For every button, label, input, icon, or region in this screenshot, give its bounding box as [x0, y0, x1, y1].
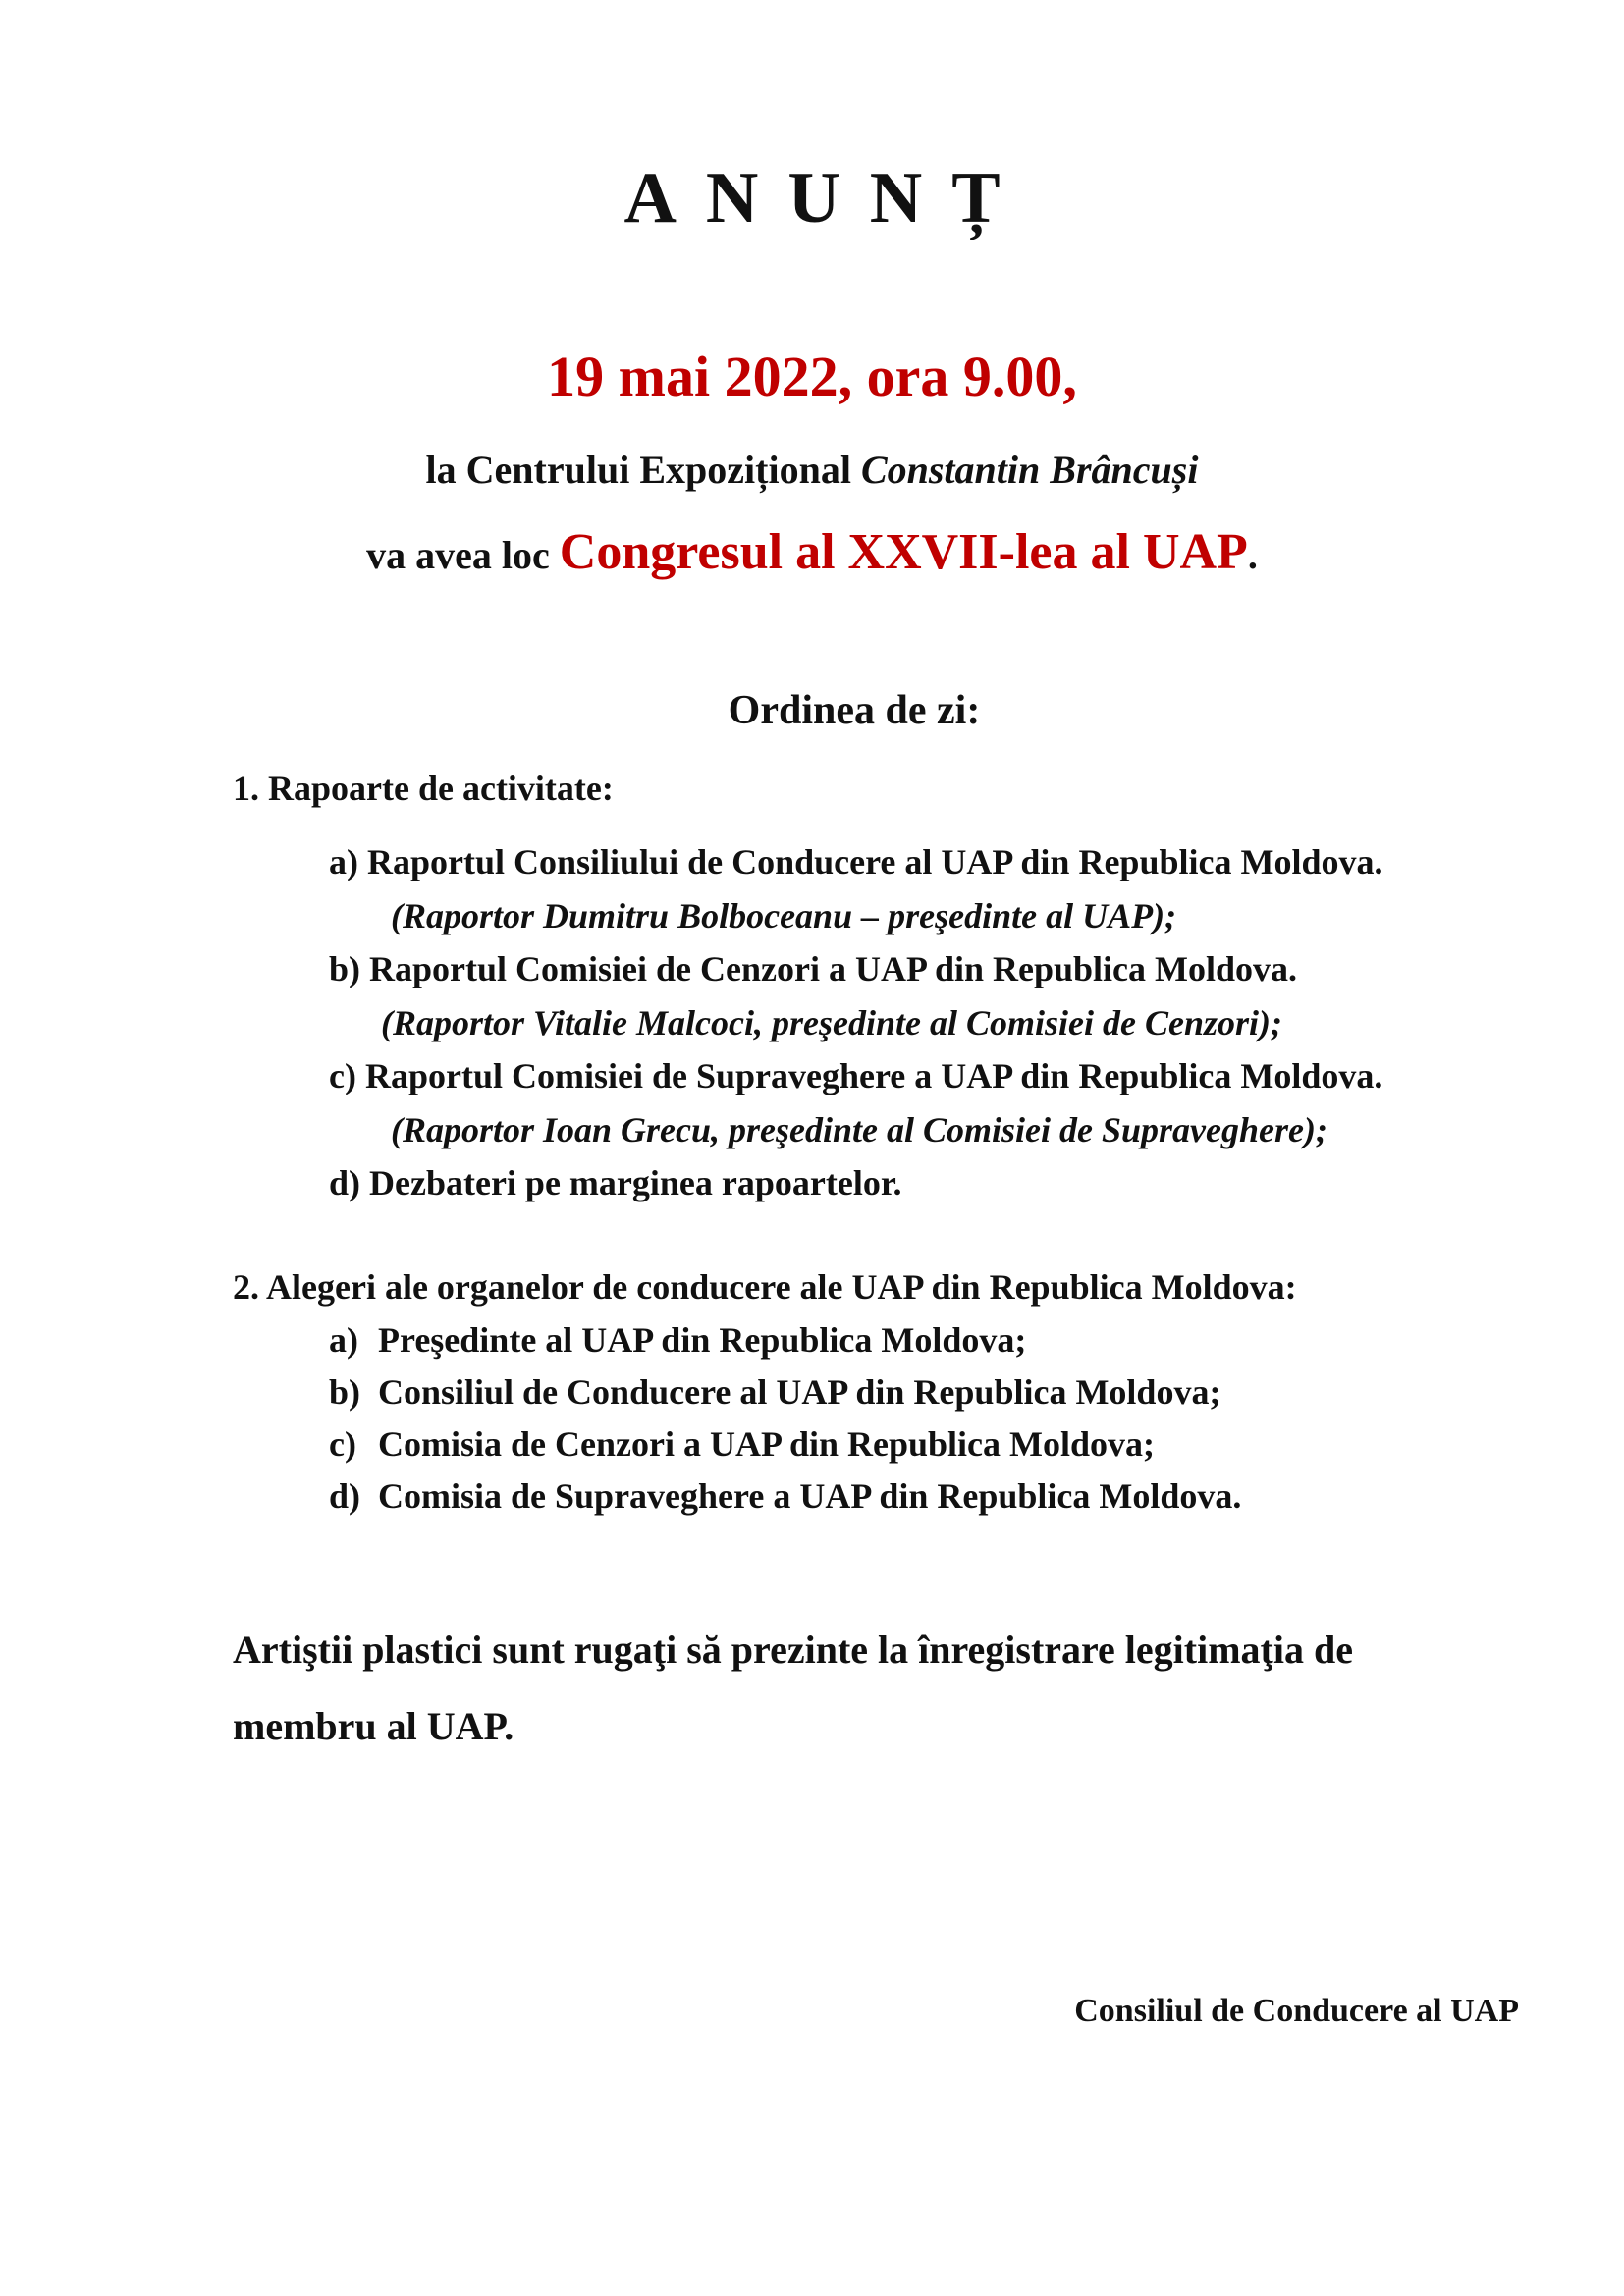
agenda-item-2b-letter: b) — [329, 1372, 361, 1412]
agenda-section-1-title: 1. Rapoarte de activitate: — [233, 769, 614, 808]
agenda-item-1a: a) Raportul Consiliului de Conducere al UAP din Republica Moldova. — [329, 842, 1383, 881]
agenda-item-1b-reporter: (Raportor Vitalie Malcoci, preşedinte al Comisiei de Cenzori); — [381, 1003, 1282, 1042]
agenda-item-1c-reporter: (Raportor Ioan Grecu, preşedinte al Comisiei de Supraveghere); — [391, 1110, 1327, 1149]
agenda-heading: Ordinea de zi: — [728, 688, 981, 733]
venue-prefix: la Centrului Expozițional — [425, 448, 851, 492]
registration-note-line-1: Artiştii plastici sunt rugaţi să prezinte la înregistrare legitimaţia de — [233, 1628, 1353, 1672]
agenda-item-2a-letter: a) — [329, 1320, 358, 1360]
agenda-item-2a — [329, 1319, 1027, 1361]
agenda-section-2-title: 2. Alegeri ale organelor de conducere ale UAP din Republica Moldova: — [233, 1267, 1297, 1307]
agenda-item-2c-letter: c) — [329, 1424, 356, 1464]
event-date: 19 mai 2022, ora 9.00, — [547, 345, 1077, 408]
agenda-item-1c: c) Raportul Comisiei de Supraveghere a UAP din Republica Moldova. — [329, 1056, 1383, 1095]
agenda-item-2c — [329, 1423, 1156, 1465]
agenda-item-2d-letter: d) — [329, 1476, 361, 1516]
agenda-item-2d-text: Comisia de Supraveghere a UAP din Republica Moldova. — [378, 1476, 1242, 1516]
agenda-item-2d — [329, 1475, 1242, 1517]
congress-name: Congresul al XXVII-lea al UAP — [559, 524, 1248, 580]
agenda-item-1b: b) Raportul Comisiei de Cenzori a UAP din Republica Moldova. — [329, 949, 1298, 988]
agenda-item-1a-reporter: (Raportor Dumitru Bolboceanu – preşedinte al UAP); — [391, 896, 1177, 935]
agenda-item-2b — [329, 1371, 1221, 1413]
congress-prefix: va avea loc — [366, 533, 550, 577]
agenda-item-2c-text: Comisia de Cenzori a UAP din Republica Moldova; — [378, 1424, 1156, 1464]
agenda-item-2a-text: Preşedinte al UAP din Republica Moldova; — [378, 1320, 1027, 1360]
signature: Consiliul de Conducere al UAP — [1074, 1993, 1519, 2029]
agenda-item-1d: d) Dezbateri pe marginea rapoartelor. — [329, 1163, 902, 1202]
registration-note-line-2: membru al UAP. — [233, 1704, 514, 1748]
event-venue — [0, 447, 1624, 493]
event-congress — [0, 523, 1624, 581]
venue-name: Constantin Brâncuși — [860, 448, 1199, 492]
agenda-item-2b-text: Consiliul de Conducere al UAP din Republica Moldova; — [378, 1372, 1221, 1412]
congress-suffix: . — [1247, 533, 1258, 577]
announcement-title: ANUNȚ — [623, 158, 1030, 239]
